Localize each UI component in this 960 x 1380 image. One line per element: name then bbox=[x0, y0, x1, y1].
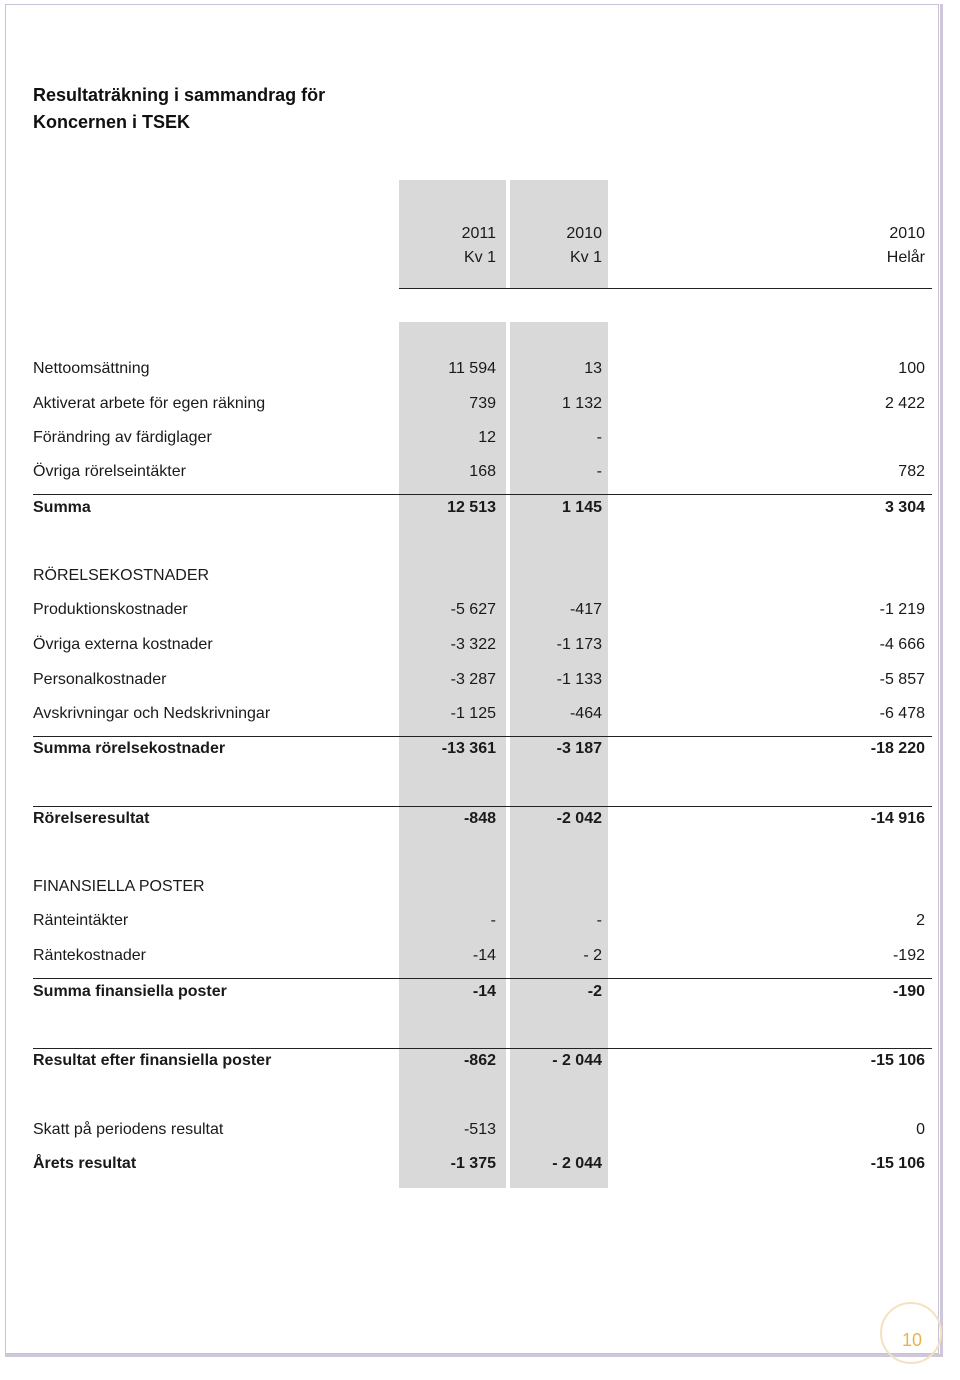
col-header-3 bbox=[800, 222, 925, 270]
row-value-2010-kv1: - bbox=[596, 429, 602, 446]
report-title-line-1: Resultaträkning i sammandrag för bbox=[33, 85, 326, 105]
table-row bbox=[0, 357, 960, 381]
col-header-2 bbox=[510, 222, 602, 270]
row-label: Summa rörelsekostnader bbox=[33, 740, 226, 757]
row-value-2010-helar: -15 106 bbox=[870, 1052, 925, 1069]
row-value-2010-kv1: -3 187 bbox=[556, 740, 602, 757]
row-value-2010-helar: -192 bbox=[892, 947, 925, 964]
row-value-2010-kv1: - 2 bbox=[583, 947, 602, 964]
row-value-2010-helar: -6 478 bbox=[879, 705, 925, 722]
row-value-2010-kv1: - bbox=[596, 912, 602, 929]
row-value-2011-kv1: 12 bbox=[478, 429, 496, 446]
row-value-2010-kv1: -417 bbox=[569, 601, 602, 618]
col-header-3-year: 2010 bbox=[889, 225, 925, 242]
row-value-2010-kv1: -1 173 bbox=[556, 636, 602, 653]
row-value-2011-kv1: -5 627 bbox=[450, 601, 496, 618]
col-header-1-period: Kv 1 bbox=[463, 249, 496, 266]
row-value-2010-kv1: -464 bbox=[569, 705, 602, 722]
row-label: Årets resultat bbox=[33, 1155, 137, 1172]
row-value-2010-helar: -18 220 bbox=[870, 740, 925, 757]
row-label: Nettoomsättning bbox=[33, 360, 150, 377]
row-value-2011-kv1: - bbox=[490, 912, 496, 929]
row-label: Personalkostnader bbox=[33, 671, 167, 688]
row-value-2010-helar: -14 916 bbox=[870, 810, 925, 827]
row-value-2011-kv1: 168 bbox=[469, 463, 496, 480]
table-row bbox=[0, 633, 960, 657]
row-value-2010-kv1: 13 bbox=[584, 360, 602, 377]
table-row-total bbox=[0, 1152, 960, 1176]
section-heading bbox=[0, 875, 960, 899]
row-value-2010-kv1: -2 bbox=[587, 983, 602, 1000]
row-value-2011-kv1: -1 125 bbox=[450, 705, 496, 722]
row-value-2010-helar: 0 bbox=[916, 1121, 925, 1138]
row-label: Produktionskostnader bbox=[33, 601, 188, 618]
row-label: FINANSIELLA POSTER bbox=[33, 878, 205, 895]
col-header-2-period: Kv 1 bbox=[569, 249, 602, 266]
row-label: Övriga rörelseintäkter bbox=[33, 463, 186, 480]
row-value-2010-kv1: -2 042 bbox=[556, 810, 602, 827]
row-value-2011-kv1: -14 bbox=[472, 947, 496, 964]
row-value-2010-kv1: - 2 044 bbox=[552, 1052, 602, 1069]
row-value-2010-helar: -4 666 bbox=[879, 636, 925, 653]
row-value-2010-kv1: - 2 044 bbox=[552, 1155, 602, 1172]
page-number: 10 bbox=[901, 1330, 923, 1350]
row-value-2010-kv1: -1 133 bbox=[556, 671, 602, 688]
col-header-3-period: Helår bbox=[886, 249, 925, 266]
row-value-2011-kv1: -1 375 bbox=[450, 1155, 496, 1172]
row-label: Förändring av färdiglager bbox=[33, 429, 212, 446]
table-row-total bbox=[0, 807, 960, 831]
row-value-2011-kv1: 739 bbox=[469, 395, 496, 412]
table-row bbox=[0, 702, 960, 726]
table-row bbox=[0, 598, 960, 622]
row-value-2010-kv1: 1 145 bbox=[561, 499, 602, 516]
row-value-2010-helar: -1 219 bbox=[879, 601, 925, 618]
row-value-2011-kv1: -862 bbox=[463, 1052, 496, 1069]
table-row-total bbox=[0, 980, 960, 1004]
row-value-2010-helar: 3 304 bbox=[884, 499, 925, 516]
row-value-2010-helar: 100 bbox=[898, 360, 925, 377]
rule-summa bbox=[33, 494, 932, 495]
row-value-2011-kv1: -3 322 bbox=[450, 636, 496, 653]
row-label: Ränteintäkter bbox=[33, 912, 129, 929]
row-value-2011-kv1: -13 361 bbox=[441, 740, 496, 757]
row-value-2011-kv1: -14 bbox=[472, 983, 496, 1000]
header-rule bbox=[399, 288, 932, 289]
row-value-2011-kv1: -3 287 bbox=[450, 671, 496, 688]
row-value-2011-kv1: 11 594 bbox=[448, 360, 496, 377]
row-value-2011-kv1: -513 bbox=[463, 1121, 496, 1138]
row-label: Aktiverat arbete för egen räkning bbox=[33, 395, 266, 412]
table-row bbox=[0, 944, 960, 968]
table-row bbox=[0, 460, 960, 484]
table-row bbox=[0, 392, 960, 416]
col-header-1 bbox=[399, 222, 496, 270]
row-value-2010-helar: 782 bbox=[898, 463, 925, 480]
report-title bbox=[33, 82, 325, 136]
row-label: Summa bbox=[33, 499, 91, 516]
table-row-total bbox=[0, 496, 960, 520]
col-header-2-year: 2010 bbox=[566, 225, 602, 242]
row-value-2010-helar: -5 857 bbox=[879, 671, 925, 688]
table-row-total bbox=[0, 1049, 960, 1073]
table-row bbox=[0, 426, 960, 450]
row-value-2011-kv1: 12 513 bbox=[447, 499, 496, 516]
col-header-1-year: 2011 bbox=[461, 225, 496, 242]
row-label: Övriga externa kostnader bbox=[33, 636, 213, 653]
row-value-2010-helar: 2 bbox=[916, 912, 925, 929]
rule-summa-finansiella bbox=[33, 978, 932, 979]
table-row bbox=[0, 909, 960, 933]
row-label: Resultat efter finansiella poster bbox=[33, 1052, 272, 1069]
row-value-2010-helar: -190 bbox=[892, 983, 925, 1000]
section-heading bbox=[0, 564, 960, 588]
row-value-2010-kv1: - bbox=[596, 463, 602, 480]
report-title-line-2: Koncernen i TSEK bbox=[33, 112, 191, 132]
row-label: Räntekostnader bbox=[33, 947, 146, 964]
row-value-2010-helar: 2 422 bbox=[884, 395, 925, 412]
row-label: RÖRELSEKOSTNADER bbox=[33, 567, 210, 584]
row-label: Avskrivningar och Nedskrivningar bbox=[33, 705, 271, 722]
table-row bbox=[0, 668, 960, 692]
table-row-total bbox=[0, 737, 960, 761]
row-value-2011-kv1: -848 bbox=[463, 810, 496, 827]
row-value-2010-helar: -15 106 bbox=[870, 1155, 925, 1172]
row-label: Summa finansiella poster bbox=[33, 983, 227, 1000]
row-label: Skatt på periodens resultat bbox=[33, 1121, 224, 1138]
page-frame-shadow-bottom bbox=[5, 1354, 943, 1357]
table-row bbox=[0, 1118, 960, 1142]
row-label: Rörelseresultat bbox=[33, 810, 150, 827]
row-value-2010-kv1: 1 132 bbox=[561, 395, 602, 412]
